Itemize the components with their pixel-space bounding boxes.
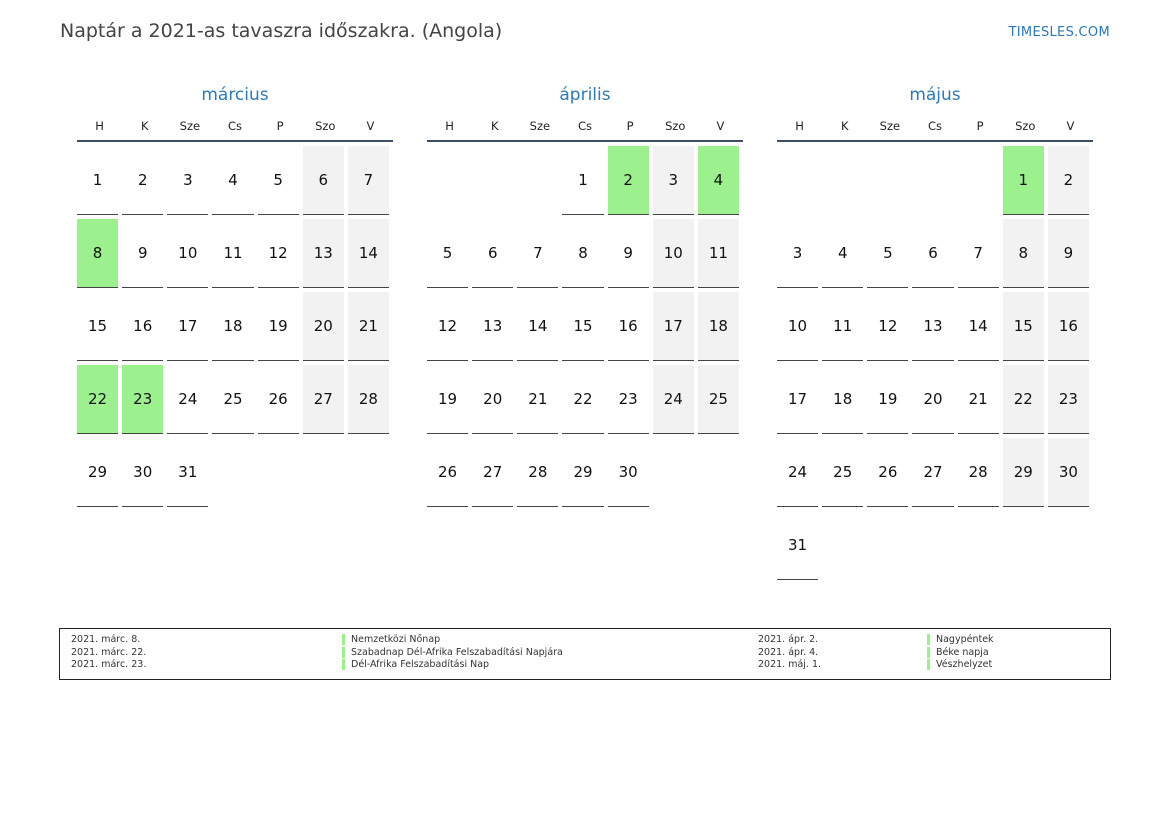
day-cell xyxy=(212,219,257,292)
day-number: 26 xyxy=(867,438,908,507)
day-cell xyxy=(348,146,393,219)
day-number: 17 xyxy=(777,365,818,434)
day-cell xyxy=(1048,365,1093,438)
day-number: 7 xyxy=(517,219,558,288)
day-number: 19 xyxy=(867,365,908,434)
day-cell xyxy=(958,365,1003,438)
day-cell xyxy=(822,438,867,511)
day-cell xyxy=(562,219,607,292)
empty-day-cell xyxy=(653,438,698,511)
day-cell xyxy=(348,219,393,292)
day-cell xyxy=(867,438,912,511)
legend-holiday-name: Nagypéntek xyxy=(927,634,994,645)
legend-date: 2021. márc. 23. xyxy=(71,659,147,670)
day-number: 15 xyxy=(1003,292,1044,361)
empty-day-cell xyxy=(777,146,822,219)
day-number: 30 xyxy=(608,438,649,507)
week-row xyxy=(77,146,393,219)
day-cell xyxy=(912,292,957,365)
weekday-label: V xyxy=(366,119,375,133)
legend-holiday-name: Dél-Afrika Felszabadítási Nap xyxy=(342,659,489,670)
day-number: 20 xyxy=(912,365,953,434)
day-cell xyxy=(653,292,698,365)
day-number: 8 xyxy=(77,219,118,288)
day-cell xyxy=(822,292,867,365)
day-number xyxy=(958,146,999,215)
day-number xyxy=(867,146,908,215)
day-cell xyxy=(122,292,167,365)
day-cell xyxy=(258,365,303,438)
day-number: 5 xyxy=(867,219,908,288)
day-number xyxy=(912,511,953,580)
day-cell xyxy=(258,292,303,365)
legend-holiday-name: Vészhelyzet xyxy=(927,659,992,670)
day-number: 29 xyxy=(562,438,603,507)
day-number: 25 xyxy=(698,365,739,434)
brand-link[interactable]: TIMESLES.COM xyxy=(1008,25,1110,40)
day-number: 11 xyxy=(822,292,863,361)
week-row xyxy=(777,292,1093,365)
day-cell xyxy=(608,292,653,365)
day-number xyxy=(258,438,299,507)
day-cell xyxy=(777,438,822,511)
day-number: 1 xyxy=(77,146,118,215)
day-number xyxy=(517,146,558,215)
day-number: 21 xyxy=(958,365,999,434)
empty-day-cell xyxy=(1003,511,1048,584)
day-cell xyxy=(427,219,472,292)
day-cell xyxy=(77,292,122,365)
day-number: 6 xyxy=(912,219,953,288)
day-number xyxy=(912,146,953,215)
day-number xyxy=(822,146,863,215)
empty-day-cell xyxy=(212,438,257,511)
day-number: 24 xyxy=(653,365,694,434)
weekday-label: Szo xyxy=(1015,119,1036,133)
day-cell xyxy=(698,219,743,292)
day-cell xyxy=(77,365,122,438)
week-row xyxy=(427,292,743,365)
holiday-legend xyxy=(59,628,1111,680)
empty-day-cell xyxy=(1048,511,1093,584)
empty-day-cell xyxy=(822,511,867,584)
weekday-label: V xyxy=(1066,119,1075,133)
day-number: 13 xyxy=(472,292,513,361)
weekday-header xyxy=(777,114,1093,142)
week-row xyxy=(777,219,1093,292)
legend-date: 2021. máj. 1. xyxy=(758,659,822,670)
day-cell xyxy=(822,219,867,292)
day-number: 22 xyxy=(1003,365,1044,434)
day-number: 27 xyxy=(912,438,953,507)
day-cell xyxy=(1048,146,1093,219)
day-number xyxy=(303,438,344,507)
weekday-label: Sze xyxy=(179,119,201,133)
day-number xyxy=(1048,511,1089,580)
day-number: 8 xyxy=(1003,219,1044,288)
day-number: 6 xyxy=(472,219,513,288)
day-number: 25 xyxy=(212,365,253,434)
day-cell xyxy=(777,511,822,584)
day-number: 10 xyxy=(167,219,208,288)
day-cell xyxy=(348,292,393,365)
day-cell xyxy=(258,146,303,219)
day-number: 18 xyxy=(822,365,863,434)
day-cell xyxy=(1003,292,1048,365)
weekday-label: K xyxy=(140,119,149,133)
day-number: 27 xyxy=(303,365,344,434)
day-cell xyxy=(77,219,122,292)
day-cell xyxy=(122,365,167,438)
day-number: 21 xyxy=(517,365,558,434)
week-row xyxy=(77,438,393,511)
weekday-label: Cs xyxy=(927,119,942,133)
legend-entry xyxy=(60,659,1110,672)
day-cell xyxy=(472,292,517,365)
day-cell xyxy=(1003,219,1048,292)
day-cell xyxy=(517,365,562,438)
day-number: 4 xyxy=(822,219,863,288)
day-number: 19 xyxy=(258,292,299,361)
legend-holiday-name: Szabadnap Dél-Afrika Felszabadítási Napjára xyxy=(342,647,563,658)
week-row xyxy=(427,438,743,511)
day-number: 7 xyxy=(958,219,999,288)
weekday-label: Cs xyxy=(227,119,242,133)
week-row xyxy=(777,438,1093,511)
day-number: 1 xyxy=(1003,146,1044,215)
day-number: 19 xyxy=(427,365,468,434)
empty-day-cell xyxy=(912,146,957,219)
day-number xyxy=(472,146,513,215)
day-number: 10 xyxy=(777,292,818,361)
weekday-label: Cs xyxy=(577,119,592,133)
page-title: Naptár a 2021-as tavaszra időszakra. (Angola) xyxy=(60,20,503,42)
day-number: 8 xyxy=(562,219,603,288)
day-number: 22 xyxy=(562,365,603,434)
day-number xyxy=(867,511,908,580)
day-cell xyxy=(167,292,212,365)
day-number xyxy=(822,511,863,580)
day-cell xyxy=(562,146,607,219)
day-number: 24 xyxy=(167,365,208,434)
day-number xyxy=(1003,511,1044,580)
day-number: 29 xyxy=(77,438,118,507)
week-row xyxy=(777,365,1093,438)
legend-date: 2021. márc. 22. xyxy=(71,646,147,658)
day-number: 18 xyxy=(212,292,253,361)
day-cell xyxy=(653,219,698,292)
day-number: 7 xyxy=(348,146,389,215)
day-cell xyxy=(608,146,653,219)
day-cell xyxy=(1003,146,1048,219)
day-cell xyxy=(867,292,912,365)
day-cell xyxy=(608,219,653,292)
day-number: 23 xyxy=(122,365,163,434)
day-number: 2 xyxy=(608,146,649,215)
day-number: 6 xyxy=(303,146,344,215)
week-row xyxy=(77,219,393,292)
empty-day-cell xyxy=(472,146,517,219)
week-row xyxy=(777,511,1093,584)
day-cell xyxy=(517,292,562,365)
day-cell xyxy=(562,365,607,438)
day-number: 11 xyxy=(212,219,253,288)
day-cell xyxy=(122,438,167,511)
day-number: 4 xyxy=(212,146,253,215)
day-cell xyxy=(562,292,607,365)
day-cell xyxy=(653,146,698,219)
day-number: 16 xyxy=(1048,292,1089,361)
day-cell xyxy=(698,292,743,365)
month-title: március xyxy=(201,85,269,105)
day-number xyxy=(212,438,253,507)
day-cell xyxy=(472,438,517,511)
day-cell xyxy=(777,292,822,365)
day-number: 17 xyxy=(653,292,694,361)
day-cell xyxy=(912,219,957,292)
day-number: 31 xyxy=(167,438,208,507)
day-number: 22 xyxy=(77,365,118,434)
weekday-label: Sze xyxy=(879,119,901,133)
day-cell xyxy=(303,219,348,292)
day-number: 24 xyxy=(777,438,818,507)
day-number: 18 xyxy=(698,292,739,361)
day-cell xyxy=(122,219,167,292)
day-number: 28 xyxy=(517,438,558,507)
day-number: 13 xyxy=(303,219,344,288)
day-number: 2 xyxy=(122,146,163,215)
day-cell xyxy=(427,292,472,365)
day-cell xyxy=(258,219,303,292)
day-number: 21 xyxy=(348,292,389,361)
day-number: 9 xyxy=(608,219,649,288)
month-title: május xyxy=(909,85,961,105)
day-cell xyxy=(517,219,562,292)
weekday-label: V xyxy=(716,119,725,133)
month-0 xyxy=(77,82,393,511)
empty-day-cell xyxy=(867,511,912,584)
day-cell xyxy=(212,146,257,219)
weekday-label: K xyxy=(490,119,499,133)
week-row xyxy=(77,365,393,438)
empty-day-cell xyxy=(958,511,1003,584)
day-cell xyxy=(698,146,743,219)
day-cell xyxy=(212,292,257,365)
week-row xyxy=(427,146,743,219)
day-number: 17 xyxy=(167,292,208,361)
weekday-label: Szo xyxy=(665,119,686,133)
legend-holiday-name: Béke napja xyxy=(927,647,989,658)
day-cell xyxy=(698,365,743,438)
day-cell xyxy=(562,438,607,511)
day-number: 23 xyxy=(608,365,649,434)
day-number: 27 xyxy=(472,438,513,507)
day-number: 3 xyxy=(167,146,208,215)
day-number: 12 xyxy=(427,292,468,361)
day-number: 2 xyxy=(1048,146,1089,215)
day-number: 28 xyxy=(958,438,999,507)
day-cell xyxy=(77,146,122,219)
day-number: 20 xyxy=(472,365,513,434)
day-number xyxy=(698,438,739,507)
weekday-label: P xyxy=(976,119,984,133)
day-cell xyxy=(608,365,653,438)
day-number: 9 xyxy=(122,219,163,288)
day-cell xyxy=(212,365,257,438)
day-cell xyxy=(303,146,348,219)
empty-day-cell xyxy=(958,146,1003,219)
day-number: 29 xyxy=(1003,438,1044,507)
day-cell xyxy=(122,146,167,219)
day-cell xyxy=(958,219,1003,292)
day-cell xyxy=(912,365,957,438)
legend-date: 2021. ápr. 2. xyxy=(758,634,819,645)
empty-day-cell xyxy=(258,438,303,511)
day-cell xyxy=(167,438,212,511)
day-number: 14 xyxy=(348,219,389,288)
empty-day-cell xyxy=(822,146,867,219)
empty-day-cell xyxy=(912,511,957,584)
day-cell xyxy=(958,292,1003,365)
day-number: 5 xyxy=(427,219,468,288)
day-cell xyxy=(77,438,122,511)
week-row xyxy=(427,365,743,438)
legend-holiday-name: Nemzetközi Nőnap xyxy=(342,634,440,645)
day-number xyxy=(653,438,694,507)
day-cell xyxy=(608,438,653,511)
weekday-header xyxy=(427,114,743,142)
day-cell xyxy=(303,292,348,365)
day-number: 30 xyxy=(1048,438,1089,507)
day-number: 16 xyxy=(122,292,163,361)
day-cell xyxy=(472,365,517,438)
day-cell xyxy=(867,365,912,438)
day-cell xyxy=(777,219,822,292)
weekday-label: H xyxy=(795,119,804,133)
empty-day-cell xyxy=(517,146,562,219)
day-number xyxy=(958,511,999,580)
day-number: 20 xyxy=(303,292,344,361)
day-cell xyxy=(517,438,562,511)
day-number: 26 xyxy=(258,365,299,434)
month-1 xyxy=(427,82,743,511)
day-number: 10 xyxy=(653,219,694,288)
day-number: 5 xyxy=(258,146,299,215)
legend-date: 2021. ápr. 4. xyxy=(758,646,819,658)
day-number: 13 xyxy=(912,292,953,361)
day-number: 23 xyxy=(1048,365,1089,434)
day-number: 1 xyxy=(562,146,603,215)
day-cell xyxy=(167,365,212,438)
weekday-label: K xyxy=(840,119,849,133)
month-title: április xyxy=(559,85,611,105)
weekday-label: H xyxy=(445,119,454,133)
weekday-label: Szo xyxy=(315,119,336,133)
weekday-label: H xyxy=(95,119,104,133)
day-cell xyxy=(427,365,472,438)
day-number: 31 xyxy=(777,511,818,580)
day-number: 14 xyxy=(517,292,558,361)
day-cell xyxy=(348,365,393,438)
day-cell xyxy=(958,438,1003,511)
day-number: 30 xyxy=(122,438,163,507)
weekday-header xyxy=(77,114,393,142)
day-number: 28 xyxy=(348,365,389,434)
day-number: 12 xyxy=(258,219,299,288)
weekday-label: P xyxy=(626,119,634,133)
empty-day-cell xyxy=(303,438,348,511)
weekday-label: Sze xyxy=(529,119,551,133)
day-cell xyxy=(912,438,957,511)
day-cell xyxy=(653,365,698,438)
day-cell xyxy=(1003,365,1048,438)
day-cell xyxy=(867,219,912,292)
day-number: 26 xyxy=(427,438,468,507)
day-cell xyxy=(1003,438,1048,511)
day-number xyxy=(348,438,389,507)
day-number xyxy=(427,146,468,215)
weekday-label: P xyxy=(276,119,284,133)
day-cell xyxy=(1048,292,1093,365)
day-cell xyxy=(472,219,517,292)
day-cell xyxy=(1048,219,1093,292)
day-number: 25 xyxy=(822,438,863,507)
empty-day-cell xyxy=(348,438,393,511)
day-number: 16 xyxy=(608,292,649,361)
day-number xyxy=(777,146,818,215)
legend-entry xyxy=(60,647,1110,660)
legend-entry xyxy=(60,634,1110,647)
month-2 xyxy=(777,82,1093,584)
week-row xyxy=(427,219,743,292)
day-number: 12 xyxy=(867,292,908,361)
empty-day-cell xyxy=(867,146,912,219)
empty-day-cell xyxy=(698,438,743,511)
day-cell xyxy=(777,365,822,438)
day-number: 9 xyxy=(1048,219,1089,288)
legend-date: 2021. márc. 8. xyxy=(71,634,141,645)
day-cell xyxy=(1048,438,1093,511)
day-number: 3 xyxy=(653,146,694,215)
day-number: 11 xyxy=(698,219,739,288)
day-cell xyxy=(427,438,472,511)
day-number: 3 xyxy=(777,219,818,288)
day-number: 15 xyxy=(562,292,603,361)
day-number: 14 xyxy=(958,292,999,361)
day-cell xyxy=(303,365,348,438)
week-row xyxy=(77,292,393,365)
week-row xyxy=(777,146,1093,219)
day-cell xyxy=(167,146,212,219)
day-cell xyxy=(822,365,867,438)
day-number: 15 xyxy=(77,292,118,361)
day-number: 4 xyxy=(698,146,739,215)
empty-day-cell xyxy=(427,146,472,219)
day-cell xyxy=(167,219,212,292)
